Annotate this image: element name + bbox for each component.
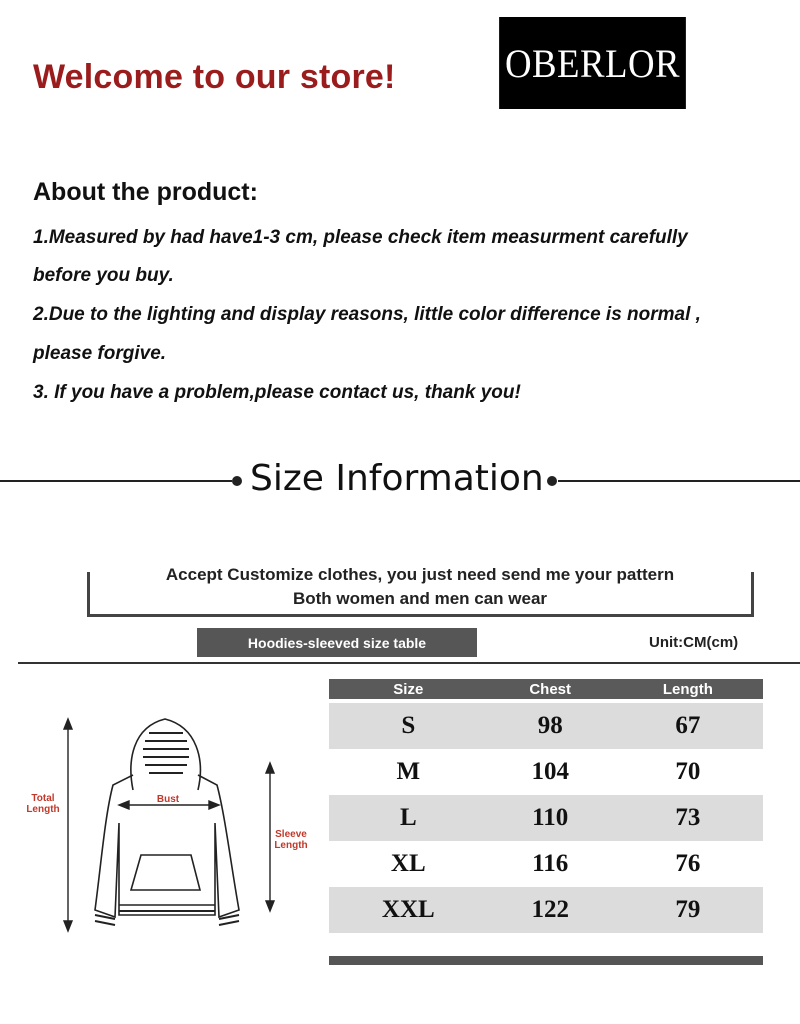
sleeve-length-label: Sleeve Length xyxy=(274,829,308,851)
section-title: Size Information xyxy=(250,458,544,499)
size-table-header-row xyxy=(329,679,763,699)
section-dot-right xyxy=(547,476,557,486)
bust-label: Bust xyxy=(156,794,180,805)
about-title: About the product: xyxy=(33,178,258,206)
cell-chest: 98 xyxy=(488,703,613,749)
cell-chest: 122 xyxy=(488,887,613,933)
header-size: Size xyxy=(329,679,488,699)
header-chest: Chest xyxy=(488,679,613,699)
cell-chest: 116 xyxy=(532,850,569,877)
cell-length: 70 xyxy=(675,758,701,785)
header-length: Length xyxy=(613,679,763,699)
brand-logo: OBERLOR xyxy=(499,17,686,109)
about-line-3: 2.Due to the lighting and display reasons, little color difference is normal , xyxy=(33,304,701,325)
hoodie-outline-icon xyxy=(15,705,325,945)
cell-chest: 110 xyxy=(488,795,613,841)
hoodie-diagram xyxy=(15,705,325,945)
cell-chest: 104 xyxy=(531,758,569,785)
table-row xyxy=(329,841,763,887)
cell-size: XL xyxy=(390,850,426,877)
notice-line-1: Accept Customize clothes, you just need send me your pattern xyxy=(165,565,675,584)
table-rule xyxy=(18,662,800,664)
section-dot-left xyxy=(232,476,242,486)
table-row xyxy=(329,795,763,841)
cell-length: 67 xyxy=(613,703,763,749)
cell-size: XXL xyxy=(329,887,488,933)
unit-label: Unit:CM(cm) xyxy=(649,634,739,651)
about-line-1: 1.Measured by had have1-3 cm, please check item measurment carefully xyxy=(33,227,688,248)
cell-length: 79 xyxy=(613,887,763,933)
total-length-label: Total Length xyxy=(26,793,60,815)
cell-length: 76 xyxy=(675,850,701,877)
welcome-heading: Welcome to our store! xyxy=(33,58,396,96)
about-line-4: please forgive. xyxy=(33,343,167,364)
about-line-2: before you buy. xyxy=(33,265,174,286)
table-row xyxy=(329,703,763,749)
cell-size: M xyxy=(396,758,421,785)
size-table xyxy=(329,679,763,933)
notice-line-2: Both women and men can wear xyxy=(292,589,548,608)
cell-length: 73 xyxy=(613,795,763,841)
section-divider-left xyxy=(0,480,232,482)
cell-size: L xyxy=(329,795,488,841)
about-line-5: 3. If you have a problem,please contact us, thank you! xyxy=(33,382,521,403)
table-row xyxy=(329,749,763,795)
table-bottom-bar xyxy=(329,956,763,965)
section-divider-right xyxy=(558,480,800,482)
size-table-tab: Hoodies-sleeved size table xyxy=(197,628,477,657)
cell-size: S xyxy=(329,703,488,749)
table-row xyxy=(329,887,763,933)
